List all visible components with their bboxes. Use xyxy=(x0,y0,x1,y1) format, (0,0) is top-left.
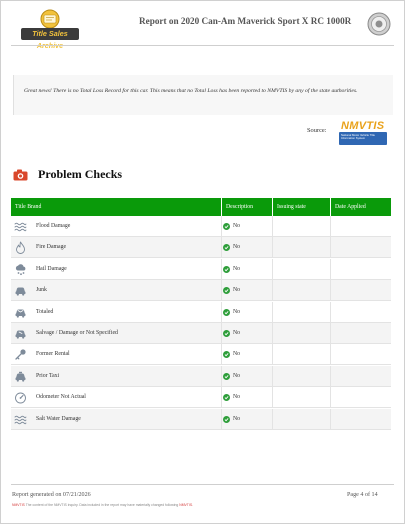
status-value: No xyxy=(233,223,241,229)
section-title: Problem Checks xyxy=(38,167,123,181)
column-divider xyxy=(330,259,331,280)
status-value: No xyxy=(233,372,241,379)
disclaimer-brand: NMVTIS xyxy=(12,503,25,507)
check-circle-icon xyxy=(223,373,230,380)
column-divider xyxy=(272,302,273,323)
footer-divider xyxy=(11,484,394,485)
status-value: No xyxy=(233,415,241,422)
description-cell xyxy=(223,259,273,280)
page-number: Page 4 of 14 xyxy=(347,492,378,498)
check-circle-icon xyxy=(223,416,230,423)
table-row xyxy=(11,366,391,387)
description-cell xyxy=(223,344,273,365)
key-icon xyxy=(14,348,27,361)
nmvtis-logo-subtitle: National Motor Vehicle Title Information System xyxy=(341,133,375,141)
check-circle-icon xyxy=(223,223,230,230)
description-cell xyxy=(223,387,273,408)
column-divider xyxy=(272,259,273,280)
table-row xyxy=(11,302,391,323)
column-divider xyxy=(221,409,222,430)
title-brand-name: Hail Damage xyxy=(36,265,67,272)
description-cell xyxy=(223,280,273,301)
logo-text: Title Sales xyxy=(21,28,79,40)
column-divider xyxy=(221,366,222,387)
column-header-date-applied: Date Applied xyxy=(330,198,391,216)
check-circle-icon xyxy=(223,266,230,273)
description-cell xyxy=(223,366,273,387)
description-cell xyxy=(223,323,273,344)
header-divider xyxy=(11,45,394,46)
column-divider xyxy=(330,387,331,408)
column-divider xyxy=(272,387,273,408)
column-divider xyxy=(221,323,222,344)
table-row xyxy=(11,237,391,258)
column-divider xyxy=(272,409,273,430)
column-divider xyxy=(221,280,222,301)
nmvtis-logo xyxy=(337,119,389,147)
title-brand-name: Former Rental xyxy=(36,351,70,358)
check-circle-icon xyxy=(223,394,230,401)
seal-icon xyxy=(367,12,391,36)
column-divider xyxy=(272,323,273,344)
taxi-icon xyxy=(14,370,27,383)
description-cell xyxy=(223,216,273,237)
totaled-car-icon xyxy=(14,306,27,319)
column-divider xyxy=(330,344,331,365)
title-brand-name: Fire Damage xyxy=(36,244,67,251)
table-row xyxy=(11,344,391,365)
status-value: No xyxy=(233,394,241,401)
table-row xyxy=(11,216,391,237)
fire-icon xyxy=(14,241,27,254)
status-value: No xyxy=(233,265,241,272)
notice-text: Great news! There is no Total Loss Record for this car. This means that no Total Loss has been reported to NMVTIS by any of the state authorities. xyxy=(24,88,358,94)
title-sales-archive-logo xyxy=(21,9,79,41)
table-row xyxy=(11,323,391,344)
title-brand-name: Junk xyxy=(36,287,47,294)
column-divider xyxy=(330,323,331,344)
source-label: Source: xyxy=(307,127,327,134)
column-divider xyxy=(221,237,222,258)
table-row xyxy=(11,280,391,301)
title-brand-name: Salvage / Damage or Not Specified xyxy=(36,330,118,336)
status-value: No xyxy=(233,287,241,294)
column-header-title-brand: Title Brand xyxy=(15,204,42,210)
check-circle-icon xyxy=(223,287,230,294)
column-divider xyxy=(272,237,273,258)
disclaimer-text: The content of the NMVTIS inquiry. Data included in the report may have materially changed following xyxy=(25,503,179,507)
page-header xyxy=(1,1,404,47)
table-row xyxy=(11,387,391,408)
column-header-description: Description xyxy=(221,198,272,216)
column-divider xyxy=(330,280,331,301)
description-cell xyxy=(223,302,273,323)
column-divider xyxy=(330,237,331,258)
status-value: No xyxy=(233,244,241,251)
odometer-icon xyxy=(14,391,27,404)
disclaimer-tail: NMVTIS. xyxy=(179,503,194,507)
column-divider xyxy=(330,216,331,237)
column-divider xyxy=(272,366,273,387)
check-circle-icon xyxy=(223,351,230,358)
status-value: No xyxy=(233,351,241,358)
column-divider xyxy=(221,216,222,237)
title-brand-name: Totaled xyxy=(36,308,54,315)
title-brand-name: Salt Water Damage xyxy=(36,415,81,422)
hail-icon xyxy=(14,263,27,276)
column-divider xyxy=(221,302,222,323)
logo-badge-icon xyxy=(35,9,65,29)
table-row xyxy=(11,409,391,430)
report-generated-date: Report generated on 07/21/2026 xyxy=(12,492,91,498)
check-circle-icon xyxy=(223,330,230,337)
footer-disclaimer xyxy=(12,503,193,507)
column-divider xyxy=(221,387,222,408)
description-cell xyxy=(223,409,273,430)
check-circle-icon xyxy=(223,309,230,316)
junk-car-icon xyxy=(14,284,27,297)
description-cell xyxy=(223,237,273,258)
status-value: No xyxy=(233,308,241,315)
flood-icon xyxy=(14,220,27,233)
column-divider xyxy=(330,409,331,430)
salt-water-icon xyxy=(14,413,27,426)
table-header xyxy=(11,198,391,216)
salvage-car-icon xyxy=(14,327,27,340)
total-loss-notice xyxy=(13,75,393,115)
column-divider xyxy=(221,344,222,365)
table-row xyxy=(11,259,391,280)
column-divider xyxy=(330,302,331,323)
check-circle-icon xyxy=(223,244,230,251)
camera-icon xyxy=(13,169,28,181)
column-divider xyxy=(272,344,273,365)
title-brand-name: Flood Damage xyxy=(36,223,71,229)
nmvtis-logo-word: NMVTIS xyxy=(341,120,385,132)
column-divider xyxy=(272,216,273,237)
column-divider xyxy=(221,259,222,280)
report-title: Report on 2020 Can-Am Maverick Sport X RC 1000R xyxy=(139,16,352,26)
column-divider xyxy=(330,366,331,387)
title-brand-name: Odometer Not Actual xyxy=(36,394,86,401)
title-brand-name: Prior Taxi xyxy=(36,372,60,379)
column-divider xyxy=(272,280,273,301)
status-value: No xyxy=(233,330,241,336)
column-header-issuing-state: Issuing state xyxy=(272,198,330,216)
